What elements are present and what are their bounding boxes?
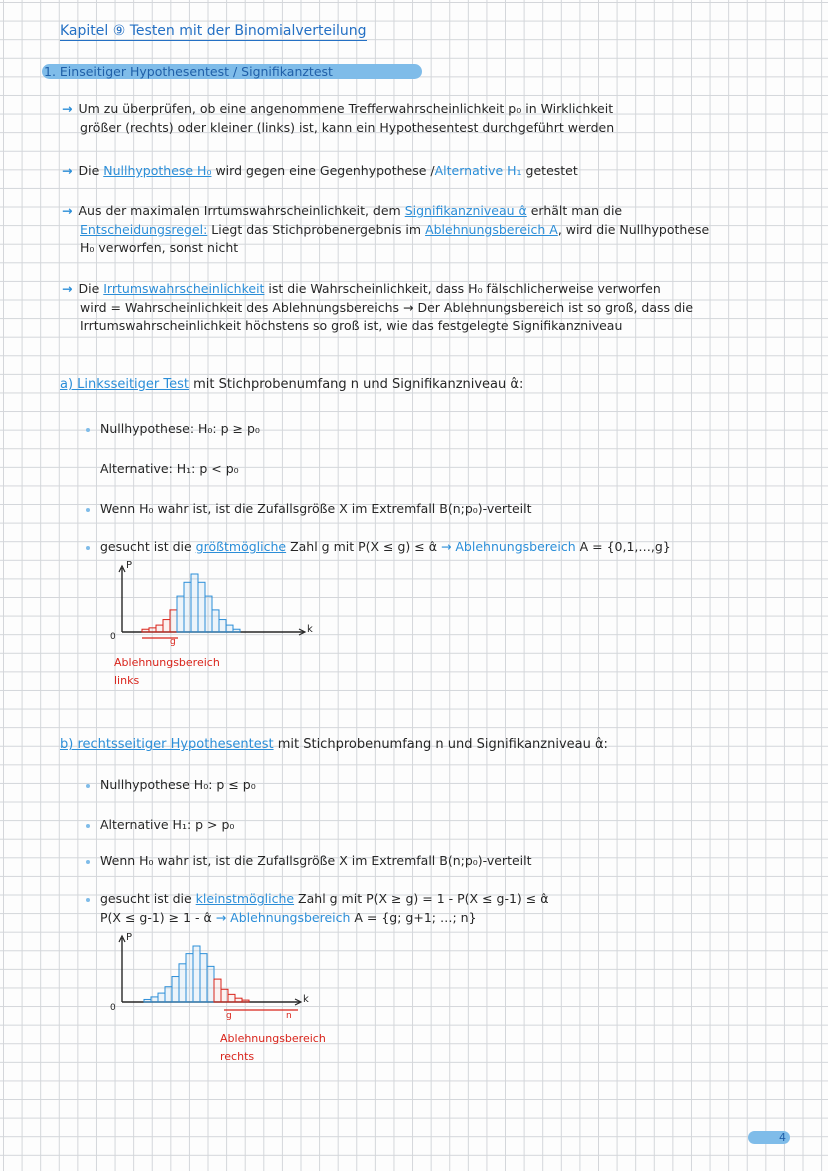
arrow-icon: → xyxy=(62,281,73,296)
histogram-bar xyxy=(186,954,193,1002)
section-title: 1. Einseitiger Hypothesentest / Signifikanztest xyxy=(42,64,422,79)
bullet-icon xyxy=(86,546,90,550)
part-a-gesucht: gesucht ist die größtmögliche Zahl g mit P(X ≤ g) ≤ α̂ → Ablehnungsbereich A = {0,1,…,g} xyxy=(86,538,671,557)
arrow-icon: → xyxy=(62,203,73,218)
histogram-bar xyxy=(198,582,205,632)
rejection-bar xyxy=(163,620,170,632)
histogram-bar xyxy=(205,596,212,632)
graph-left xyxy=(108,560,328,650)
histogram-bar xyxy=(165,987,172,1002)
histogram-bar xyxy=(158,993,165,1002)
origin-label: 0 xyxy=(110,632,116,642)
histogram-bar xyxy=(219,620,226,632)
rejection-bar xyxy=(242,1000,249,1002)
part-a-heading: a) Linksseitiger Test mit Stichprobenumfang n und Signifikanzniveau α̂: xyxy=(60,377,524,392)
part-a-alt: Alternative: H₁: p < p₀ xyxy=(100,461,239,476)
n-label: n xyxy=(286,1011,292,1021)
part-b-heading: b) rechtsseitiger Hypothesentest mit Stichprobenumfang n und Signifikanzniveau α̂: xyxy=(60,737,608,752)
y-label: P xyxy=(126,560,133,571)
arrow-icon: → xyxy=(62,101,73,116)
arrow-icon: → xyxy=(62,163,73,178)
rejection-bar xyxy=(142,629,149,632)
histogram-bar xyxy=(179,964,186,1002)
rejection-bar xyxy=(149,628,156,632)
part-b-wenn: Wenn H₀ wahr ist, ist die Zufallsgröße X im Extremfall B(n;p₀)-verteilt xyxy=(86,852,532,871)
bullet-icon xyxy=(86,898,90,902)
graph-right xyxy=(108,930,328,1030)
paragraph-4: → Die Irrtumswahrscheinlichkeit ist die Wahrscheinlichkeit, dass H₀ fälschlicherweise verworfen wird = Wahrscheinlichkeit des Ablehnungsbereichs → Der Ablehnungsbereich ist so groß, dass die Irrtumswahrscheinlichkeit höchstens so groß ist, wie das festgelegte Signifikanzniveau xyxy=(62,281,694,334)
rejection-bar xyxy=(214,979,221,1002)
bullet-icon xyxy=(86,508,90,512)
y-label: P xyxy=(126,932,133,943)
part-a-wenn: Wenn H₀ wahr ist, ist die Zufallsgröße X im Extremfall B(n;p₀)-verteilt xyxy=(86,500,532,519)
x-label: k xyxy=(307,624,313,635)
histogram-bar xyxy=(200,954,207,1002)
part-b-gesucht: gesucht ist die kleinstmögliche Zahl g mit P(X ≥ g) = 1 - P(X ≤ g-1) ≤ α̂ P(X ≤ g-1) ≥ 1 - α̂ → Ablehnungsbereich A = {g; g+1; …; n} xyxy=(86,890,548,927)
x-label: k xyxy=(303,994,309,1005)
part-b-null: Nullhypothese H₀: p ≤ p₀ xyxy=(86,776,256,795)
g-label: g xyxy=(226,1011,232,1021)
histogram-bar xyxy=(184,582,191,632)
paragraph-1: → Um zu überprüfen, ob eine angenommene Trefferwahrscheinlichkeit p₀ in Wirklichkeit größer (rechts) oder kleiner (links) ist, kann ein Hypothesentest durchgeführt werden xyxy=(62,101,615,135)
histogram-bar xyxy=(177,596,184,632)
part-a-null: Nullhypothese: H₀: p ≥ p₀ xyxy=(86,420,260,439)
rejection-bar xyxy=(156,625,163,632)
histogram-bar xyxy=(193,946,200,1002)
histogram-bar xyxy=(226,625,233,632)
rejection-bar xyxy=(170,610,177,632)
histogram-bar xyxy=(172,977,179,1002)
rejection-bar xyxy=(221,989,228,1002)
bullet-icon xyxy=(86,824,90,828)
histogram-bar xyxy=(144,999,151,1002)
histogram-bar xyxy=(207,966,214,1002)
histogram-bar xyxy=(233,629,240,632)
caption-right: Ablehnungsbereich rechts xyxy=(220,1032,326,1063)
origin-label: 0 xyxy=(110,1003,116,1013)
histogram-bar xyxy=(151,997,158,1002)
rejection-bar xyxy=(228,994,235,1002)
g-label: g xyxy=(170,637,176,647)
histogram-bar xyxy=(212,610,219,632)
bullet-icon xyxy=(86,428,90,432)
bullet-icon xyxy=(86,860,90,864)
bullet-icon xyxy=(86,784,90,788)
caption-left: Ablehnungsbereich links xyxy=(114,656,220,687)
chapter-title: Kapitel ⑨ Testen mit der Binomialverteilung xyxy=(60,23,367,39)
histogram-bar xyxy=(191,574,198,632)
part-b-alt: Alternative H₁: p > p₀ xyxy=(86,816,234,835)
page-number: 4 xyxy=(748,1131,790,1144)
rejection-bar xyxy=(235,998,242,1002)
paragraph-3: → Aus der maximalen Irrtumswahrscheinlichkeit, dem Signifikanzniveau α̂ erhält man die Entscheidungsregel: Liegt das Stichprobenergebnis im Ablehnungsbereich A, wird die Nullhypothese H₀ verworfen, sonst nicht xyxy=(62,203,710,256)
paragraph-2: → Die Nullhypothese H₀ wird gegen eine Gegenhypothese /Alternative H₁ getestet xyxy=(62,163,578,178)
